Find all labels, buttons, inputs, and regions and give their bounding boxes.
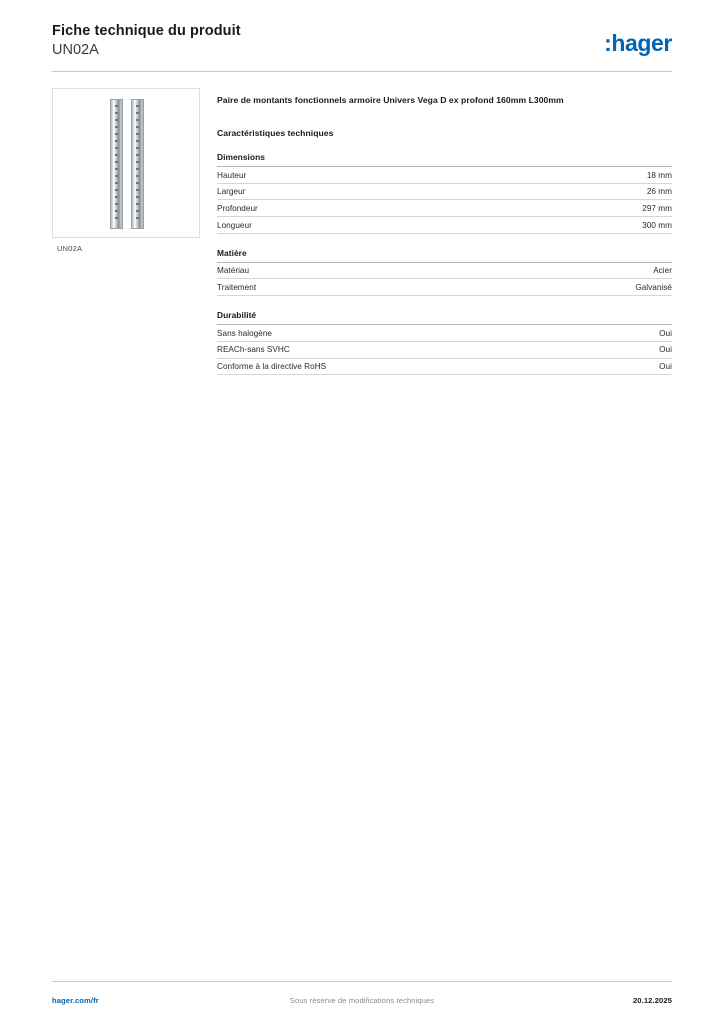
table-row [217, 359, 672, 376]
product-image [52, 88, 200, 238]
document-header [52, 22, 672, 68]
spec-group-title: Dimensions [217, 152, 672, 167]
spec-label: Matériau [217, 266, 250, 276]
spec-label: Profondeur [217, 203, 258, 213]
spec-label: Largeur [217, 187, 246, 197]
table-row [217, 200, 672, 217]
rails-illustration [53, 89, 199, 237]
document-footer [52, 996, 672, 1008]
table-row [217, 167, 672, 184]
spec-label: Longueur [217, 220, 252, 230]
spec-label: Traitement [217, 282, 257, 292]
spec-value: 26 mm [646, 187, 672, 197]
spec-label: Conforme à la directive RoHS [217, 362, 327, 371]
footer-website-link[interactable]: hager.com/fr [52, 996, 99, 1005]
rail-left-icon [110, 99, 123, 229]
spec-label: Hauteur [217, 170, 247, 180]
spec-group-dimensions [217, 152, 672, 234]
spec-value: Acier [653, 266, 672, 276]
spec-value: 18 mm [646, 170, 672, 180]
table-row [217, 263, 672, 280]
footer-date: 20.12.2025 [632, 996, 672, 1005]
spec-value: Oui [659, 328, 672, 338]
table-row [217, 217, 672, 234]
product-reference: UN02A [52, 42, 99, 58]
header-divider [52, 71, 672, 72]
spec-group-durabilite [217, 310, 672, 375]
table-row [217, 279, 672, 296]
table-row [217, 325, 672, 342]
specs-heading: Caractéristiques techniques [217, 128, 334, 138]
spec-label: Sans halogène [217, 328, 273, 338]
spec-value: 297 mm [642, 203, 672, 213]
spec-value: Galvanisé [635, 282, 672, 292]
spec-value: Oui [659, 345, 672, 355]
product-image-caption: UN02A [57, 244, 83, 253]
footer-disclaimer: Sous réserve de modifications techniques [289, 996, 435, 1005]
spec-label: REACh-sans SVHC [217, 345, 290, 355]
spec-group-matiere [217, 248, 672, 296]
footer-divider [52, 981, 672, 982]
spec-group-title: Durabilité [217, 310, 672, 325]
product-content [217, 94, 672, 375]
table-row [217, 342, 672, 359]
spec-group-title: Matière [217, 248, 672, 263]
rail-right-icon [131, 99, 144, 229]
product-description: Paire de montants fonctionnels armoire Univers Vega D ex profond 160mm L300mm [217, 95, 564, 105]
spec-value: Oui [659, 362, 672, 371]
spec-value: 300 mm [642, 220, 672, 230]
page-title: Fiche technique du produit [52, 23, 241, 39]
table-row [217, 184, 672, 201]
hager-logo: :hager [604, 30, 672, 56]
